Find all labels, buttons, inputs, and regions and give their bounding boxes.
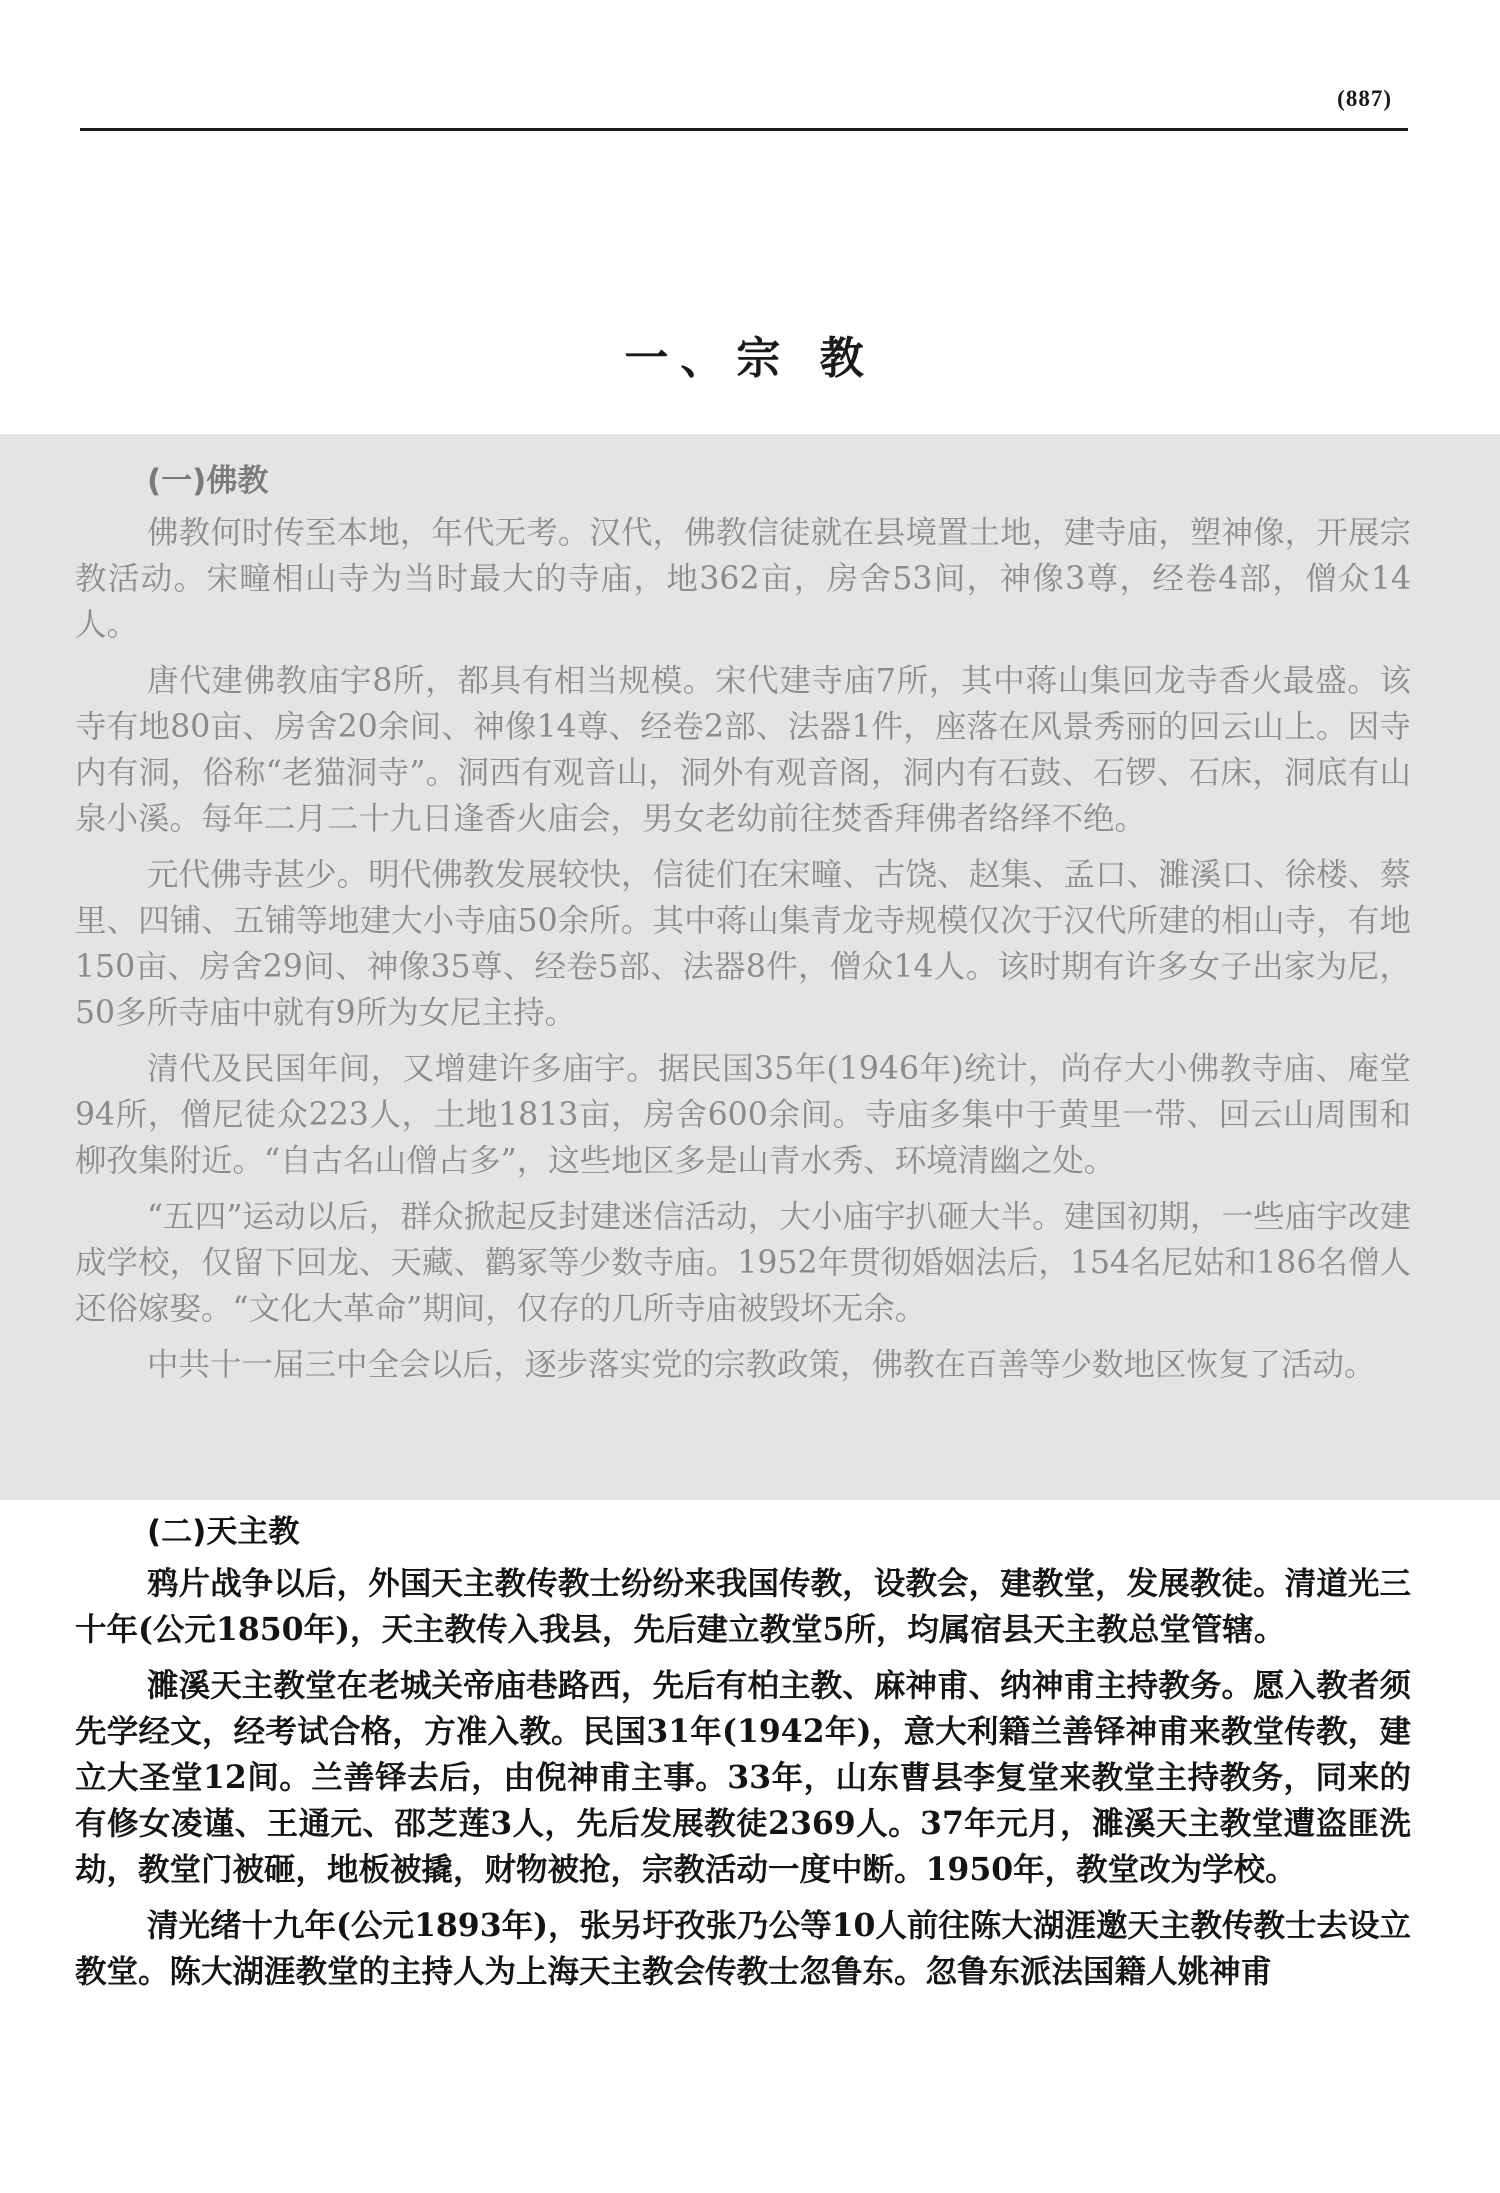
paragraph: 濉溪天主教堂在老城关帝庙巷路西，先后有柏主教、麻神甫、纳神甫主持教务。愿入教者须先学经文，经考试合格，方准入教。民国31年(1942年)，意大利籍兰善铎神甫来教堂传教，建立大圣堂12间。兰善铎去后，由倪神甫主事。33年，山东曹县李复堂来教堂主持教务，同来的有修女凌谨、王通元、邵芝莲3人，先后发展教徒2369人。37年元月，濉溪天主教堂遭盗匪洗劫，教堂门被砸，地板被撬，财物被抢，宗教活动一度中断。1950年，教堂改为学校。 <box>75 1667 1411 1888</box>
paragraph: “五四”运动以后，群众掀起反封建迷信活动，大小庙宇扒砸大半。建国初期，一些庙宇改建成学校，仅留下回龙、天藏、鹳冢等少数寺庙。1952年贯彻婚姻法后，154名尼姑和186名僧人还俗嫁娶。“文化大革命”期间，仅存的几所寺庙被毁坏无余。 <box>75 1199 1411 1327</box>
paragraph: 佛教何时传至本地，年代无考。汉代，佛教信徒就在县境置土地，建寺庙，塑神像，开展宗教活动。宋疃相山寺为当时最大的寺庙，地362亩，房舍53间，神像3尊，经卷4部，僧众14人。 <box>75 515 1412 643</box>
chapter-title: 一、宗 教 <box>624 333 876 384</box>
page-number: (887) <box>1337 86 1392 111</box>
paragraph: 清光绪十九年(公元1893年)，张另圩孜张乃公等10人前往陈大湖涯邀天主教传教士去设立教堂。陈大湖涯教堂的主持人为上海天主教会传教士忽鲁东。忽鲁东派法国籍人姚神甫 <box>75 1907 1411 1990</box>
section-heading-catholicism: (二)天主教 <box>147 1514 300 1550</box>
paragraph: 清代及民国年间，又增建许多庙宇。据民国35年(1946年)统计，尚存大小佛教寺庙、庵堂94所，僧尼徒众223人，土地1813亩，房舍600余间。寺庙多集中于黄里一带、回云山周围和柳孜集附近。“自古名山僧占多”，这些地区多是山青水秀、环境清幽之处。 <box>75 1051 1411 1179</box>
section-catholicism <box>75 1509 1411 1995</box>
paragraph: 唐代建佛教庙宇8所，都具有相当规模。宋代建寺庙7所，其中蒋山集回龙寺香火最盛。该寺有地80亩、房舍20余间、神像14尊、经卷2部、法器1件，座落在风景秀丽的回云山上。因寺内有洞，俗称“老猫洞寺”。洞西有观音山，洞外有观音阁，洞内有石鼓、石锣、石床，洞底有山泉小溪。每年二月二十九日逢香火庙会，男女老幼前往焚香拜佛者络绎不绝。 <box>75 663 1411 837</box>
paragraph: 元代佛寺甚少。明代佛教发展较快，信徒们在宋疃、古饶、赵集、孟口、濉溪口、徐楼、蔡里、四铺、五铺等地建大小寺庙50余所。其中蒋山集青龙寺规模仅次于汉代所建的相山寺，有地150亩、房舍29间、神像35尊、经卷5部、法器8件，僧众14人。该时期有许多女子出家为尼，50多所寺庙中就有9所为女尼主持。 <box>75 857 1411 1031</box>
section-heading-buddhism: (一)佛教 <box>147 463 269 499</box>
section-buddhism <box>75 458 1411 1388</box>
header-rule <box>80 128 1408 131</box>
paragraph: 鸦片战争以后，外国天主教传教士纷纷来我国传教，设教会，建教堂，发展教徒。清道光三十年(公元1850年)，天主教传入我县，先后建立教堂5所，均属宿县天主教总堂管辖。 <box>75 1565 1411 1648</box>
paragraph: 中共十一届三中全会以后，逐步落实党的宗教政策，佛教在百善等少数地区恢复了活动。 <box>147 1347 1376 1383</box>
